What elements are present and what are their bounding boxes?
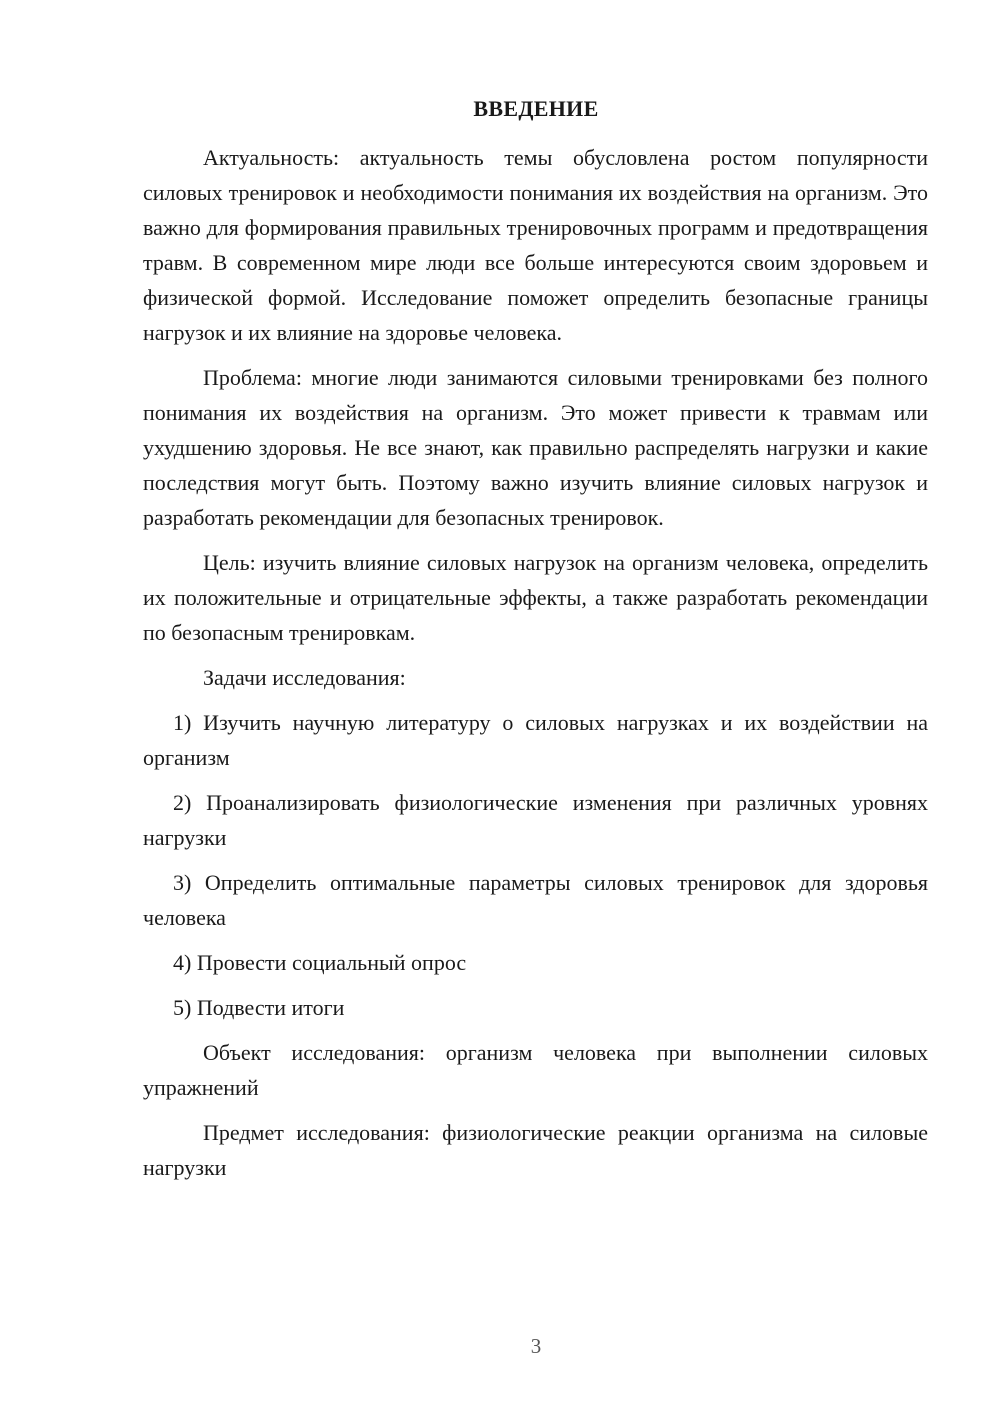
tasks-heading: Задачи исследования: <box>203 665 406 690</box>
task-item-2: 2) Проанализировать физиологические изменения при различных уровнях нагрузки <box>143 790 928 850</box>
task-item-5: 5) Подвести итоги <box>173 995 345 1020</box>
body-text <box>143 140 928 1195</box>
paragraph-problem: Проблема: многие люди занимаются силовыми тренировками без полного понимания их воздействия на организм. Это может привести к травмам или ухудшению здоровья. Не все знают, как правильно распределять нагрузки и какие последствия могут быть. Поэтому важно изучить влияние силовых нагрузок и разработать рекомендации для безопасных тренировок. <box>143 365 928 530</box>
page-number: 3 <box>530 1334 542 1358</box>
section-heading: ВВЕДЕНИЕ <box>473 96 599 121</box>
paragraph-subject: Предмет исследования: физиологические реакции организма на силовые нагрузки <box>143 1120 928 1180</box>
paragraph-goal: Цель: изучить влияние силовых нагрузок на организм человека, определить их положительные и отрицательные эффекты, а также разработать рекомендации по безопасным тренировкам. <box>143 550 928 645</box>
task-item-4: 4) Провести социальный опрос <box>173 950 467 975</box>
task-item-3: 3) Определить оптимальные параметры силовых тренировок для здоровья человека <box>143 870 928 930</box>
paragraph-object: Объект исследования: организм человека при выполнении силовых упражнений <box>143 1040 928 1100</box>
paragraph-relevance: Актуальность: актуальность темы обусловлена ростом популярности силовых тренировок и необходимости понимания их воздействия на организм. Это важно для формирования правильных тренировочных программ и предотвращения травм. В современном мире люди все больше интересуются своим здоровьем и физической формой. Исследование поможет определить безопасные границы нагрузок и их влияние на здоровье человека. <box>143 145 928 345</box>
task-item-1: 1) Изучить научную литературу о силовых нагрузках и их воздействии на организм <box>143 710 928 770</box>
